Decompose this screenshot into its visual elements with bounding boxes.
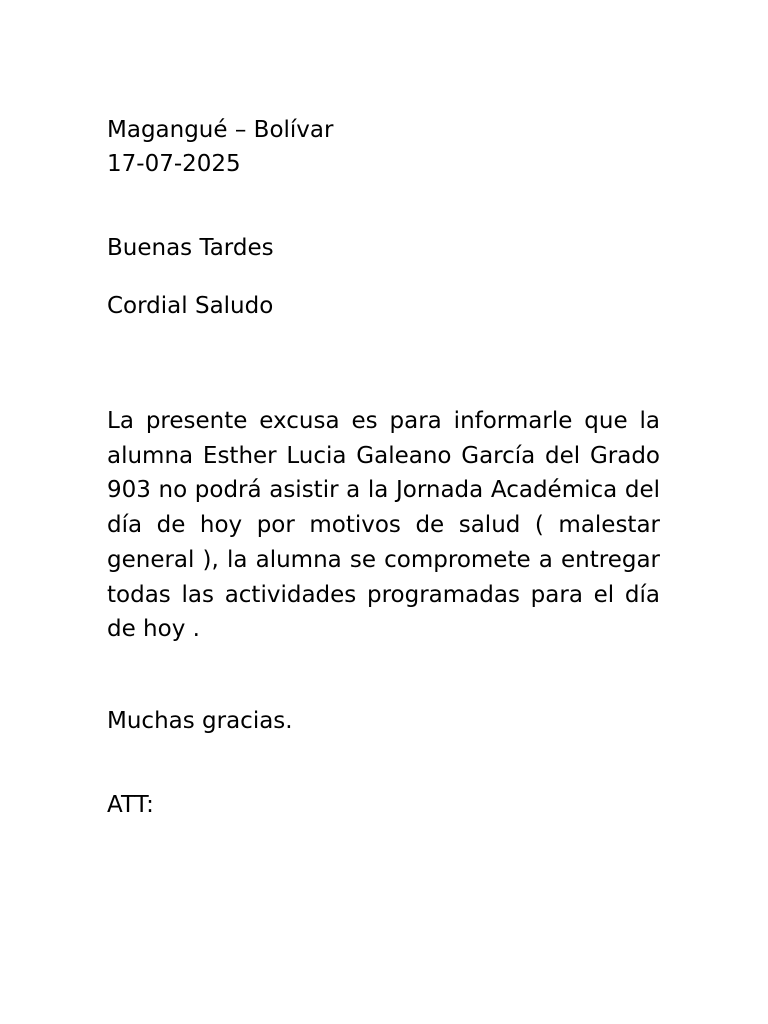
salutation: Cordial Saludo bbox=[107, 293, 274, 319]
greeting: Buenas Tardes bbox=[107, 235, 274, 261]
letter-body: La presente excusa es para informarle que la alumna Esther Lucia Galeano García del Grado 903 no podrá asistir a la Jornada Académica del día de hoy por motivos de salud ( malestar general ), la alumna se compromete a entregar todas las actividades programadas para el día de hoy . bbox=[107, 408, 660, 643]
city-line: Magangué – Bolívar bbox=[107, 117, 334, 143]
signature-label: ATT: bbox=[107, 792, 154, 818]
closing-line: Muchas gracias. bbox=[107, 708, 293, 734]
date-line: 17-07-2025 bbox=[107, 151, 241, 177]
